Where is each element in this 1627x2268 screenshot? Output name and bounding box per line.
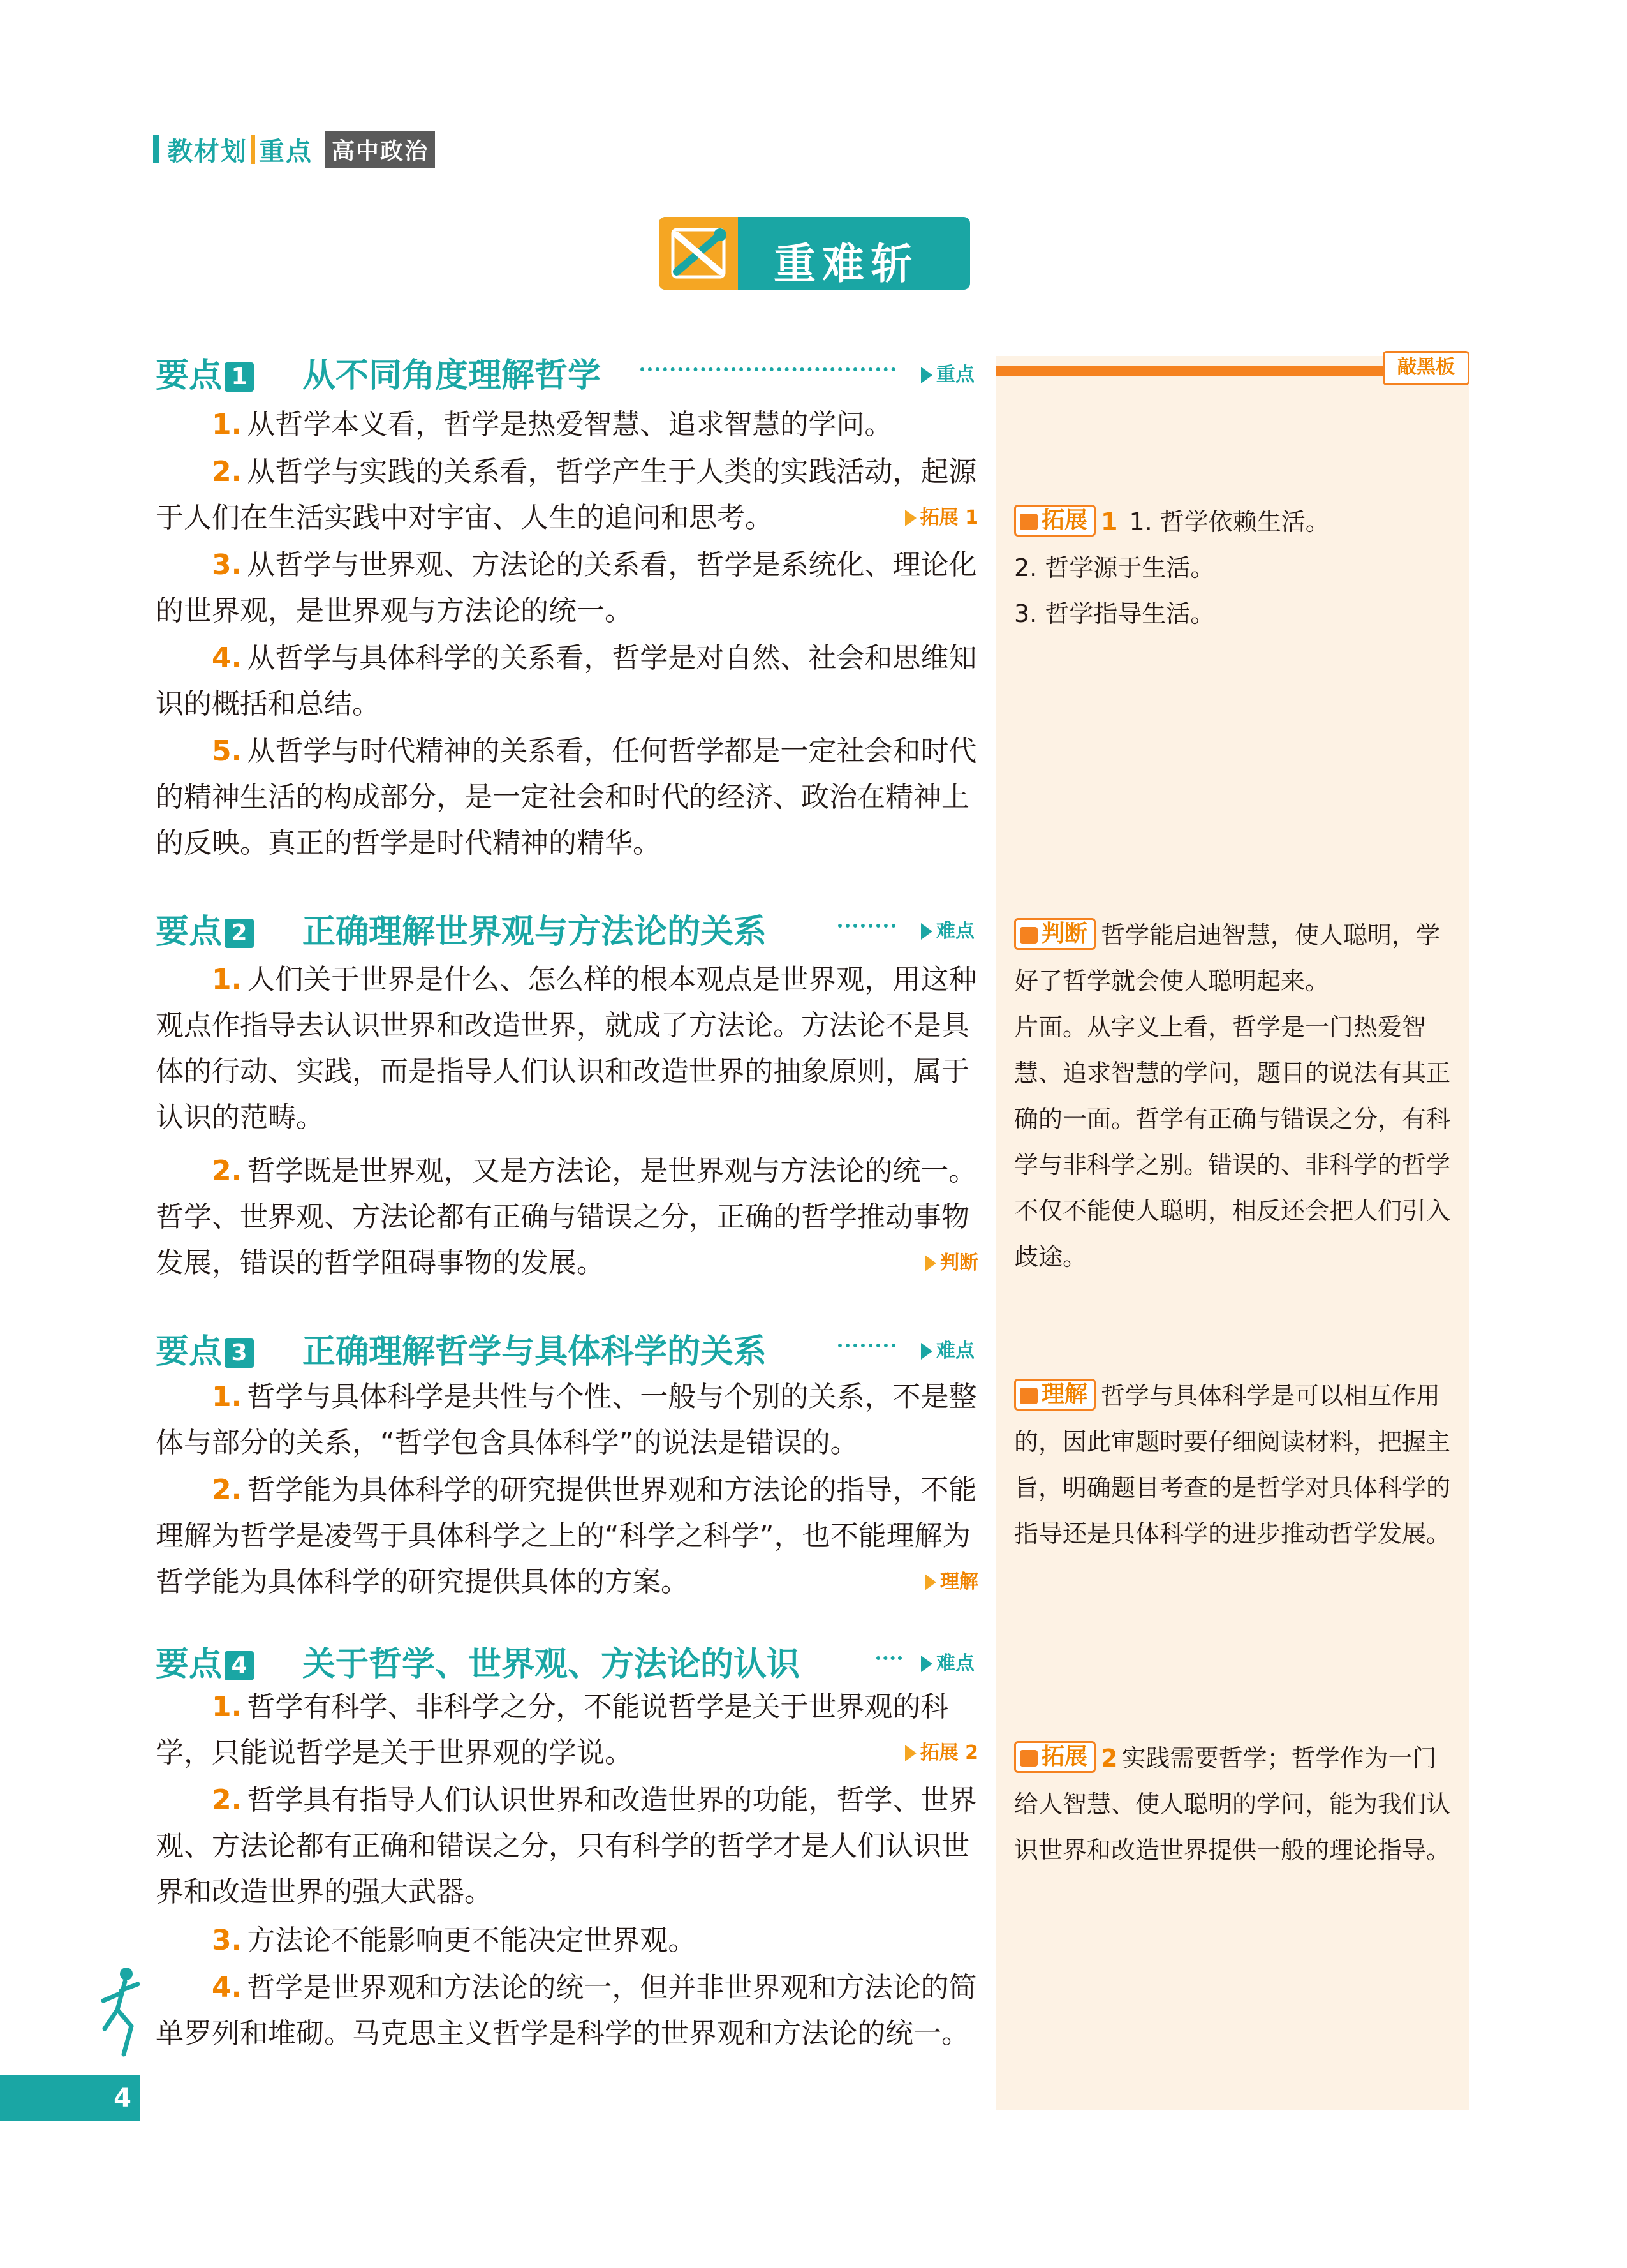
banner-title: 重难斩 bbox=[774, 239, 919, 288]
note-badge: 拓展 bbox=[1014, 1741, 1096, 1773]
people-icon bbox=[1020, 514, 1038, 530]
book-icon bbox=[1020, 1388, 1038, 1404]
list-item: 3. 从哲学与世界观、方法论的关系看，哲学是系统化、理论化的世界观，是世界观与方法论的统一。 bbox=[156, 549, 977, 627]
brand-part2: 重点 bbox=[259, 137, 313, 167]
list-item: 3. 方法论不能影响更不能决定世界观。 bbox=[212, 1924, 696, 1957]
list-item: 2. 从哲学与实践的关系看，哲学产生于人类的实践活动，起源于人们在生活实践中对宇宙、人生的追问和思考。 拓展 1 bbox=[156, 449, 978, 541]
runner-illustration bbox=[96, 1965, 147, 2063]
list-item: 1. 哲学与具体科学是共性与个性、一般与个别的关系，不是整体与部分的关系，“哲学包含具体科学”的说法是错误的。 bbox=[156, 1381, 977, 1459]
cross-reference: 理解 bbox=[869, 1559, 978, 1605]
list-item: 1. 人们关于世界是什么、怎么样的根本观点是世界观，用这种观点作指导去认识世界和改造世界，就成了方法论。方法论不是具体的行动、实践，而是指导人们认识和改造世界的抽象原则，属于认识的范畴。 bbox=[156, 963, 977, 1134]
people-icon bbox=[1020, 1750, 1038, 1767]
key-point-label: 要点 4 bbox=[156, 1637, 254, 1685]
key-point-title: 从不同角度理解哲学 bbox=[302, 357, 601, 395]
brand-part1: 教材划 bbox=[167, 137, 247, 167]
sidebar-tab: 敲黑板 bbox=[1383, 351, 1469, 385]
dotted-leader bbox=[876, 1656, 902, 1660]
key-point-heading bbox=[156, 1633, 978, 1684]
key-point-tag: 重点 bbox=[921, 359, 975, 387]
note-badge: 理解 bbox=[1014, 1379, 1096, 1411]
section-banner bbox=[659, 217, 970, 290]
sidebar-note: 理解 哲学与具体科学是可以相互作用的，因此审题时要仔细阅读材料，把握主旨，明确题目考查的是哲学对具体科学的指导还是具体科学的进步推动哲学发展。 bbox=[1014, 1373, 1454, 1557]
key-point-title: 关于哲学、世界观、方法论的认识 bbox=[302, 1645, 800, 1684]
list-item: 2. 哲学既是世界观，又是方法论，是世界观与方法论的统一。哲学、世界观、方法论都有正确与错误之分，正确的哲学推动事物发展，错误的哲学阻碍事物的发展。 判断 bbox=[156, 1148, 978, 1286]
list-item: 2. 哲学具有指导人们认识世界和改造世界的功能，哲学、世界观、方法论都有正确和错误之分，只有科学的哲学才是人们认识世界和改造世界的强大武器。 bbox=[156, 1784, 977, 1908]
list-item: 2. 哲学能为具体科学的研究提供世界观和方法论的指导，不能理解为哲学是凌驾于具体科学之上的“科学之科学”，也不能理解为哲学能为具体科学的研究提供具体的方案。 理解 bbox=[156, 1467, 978, 1605]
list-item: 1. 哲学有科学、非科学之分，不能说哲学是关于世界观的科学，只能说哲学是关于世界观的学说。 拓展 2 bbox=[156, 1684, 978, 1776]
brand-separator bbox=[251, 135, 255, 164]
sidebar-note: 拓展 2 实践需要哲学；哲学作为一门给人智慧、使人聪明的学问，能为我们认识世界和改造世界提供一般的理论指导。 bbox=[1014, 1735, 1454, 1873]
dotted-leader bbox=[640, 367, 895, 371]
cross-reference: 拓展 1 bbox=[849, 495, 978, 541]
key-point-tag: 难点 bbox=[921, 1647, 975, 1675]
note-badge: 判断 bbox=[1014, 918, 1096, 950]
list-item: 1. 从哲学本义看，哲学是热爱智慧、追求智慧的学问。 bbox=[212, 408, 893, 441]
key-point-tag: 难点 bbox=[921, 915, 975, 943]
key-point-heading bbox=[156, 901, 978, 952]
key-point-label: 要点 1 bbox=[156, 348, 254, 396]
cross-reference: 判断 bbox=[869, 1240, 978, 1286]
key-point-label: 要点 2 bbox=[156, 905, 254, 952]
note-badge: 拓展 bbox=[1014, 505, 1096, 537]
list-item: 4. 从哲学与具体科学的关系看，哲学是对自然、社会和思维知识的概括和总结。 bbox=[156, 642, 977, 720]
key-point-title: 正确理解哲学与具体科学的关系 bbox=[302, 1333, 767, 1371]
sidebar-note: 拓展 1 1. 哲学依赖生活。 2. 哲学源于生活。 3. 哲学指导生活。 bbox=[1014, 499, 1454, 637]
page-number: 4 bbox=[0, 2075, 140, 2121]
judge-icon bbox=[1020, 927, 1038, 944]
key-point-label: 要点 3 bbox=[156, 1324, 254, 1372]
sidebar-note: 判断 哲学能启迪智慧，使人聪明，学好了哲学就会使人聪明起来。 片面。从字义上看，哲学是一门热爱智慧、追求智慧的学问，题目的说法有其正确的一面。哲学有正确与错误之分，有科学与非科学之别。错误的、非科学的哲学不仅不能使人聪明，相反还会把人们引入歧途。 bbox=[1014, 912, 1454, 1280]
key-point-heading bbox=[156, 345, 978, 396]
key-point-heading bbox=[156, 1321, 978, 1372]
header-brand bbox=[153, 131, 435, 167]
list-item: 4. 哲学是世界观和方法论的统一，但并非世界观和方法论的简单罗列和堆砌。马克思主义哲学是科学的世界观和方法论的统一。 bbox=[156, 1971, 977, 2050]
cross-reference: 拓展 2 bbox=[849, 1730, 978, 1776]
list-item: 5. 从哲学与时代精神的关系看，任何哲学都是一定社会和时代的精神生活的构成部分，是一定社会和时代的经济、政治在精神上的反映。真正的哲学是时代精神的精华。 bbox=[156, 735, 977, 859]
dotted-leader bbox=[838, 924, 895, 928]
key-point-tag: 难点 bbox=[921, 1335, 975, 1363]
brand-bar bbox=[153, 135, 159, 163]
note-answer: 片面。从字义上看，哲学是一门热爱智慧、追求智慧的学问，题目的说法有其正确的一面。哲学有正确与错误之分，有科学与非科学之别。错误的、非科学的哲学不仅不能使人聪明，相反还会把人们引入歧途。 bbox=[1014, 1013, 1451, 1271]
tools-icon bbox=[659, 217, 738, 290]
subject-label: 高中政治 bbox=[325, 131, 435, 168]
dotted-leader bbox=[838, 1344, 895, 1347]
key-point-title: 正确理解世界观与方法论的关系 bbox=[302, 913, 767, 951]
